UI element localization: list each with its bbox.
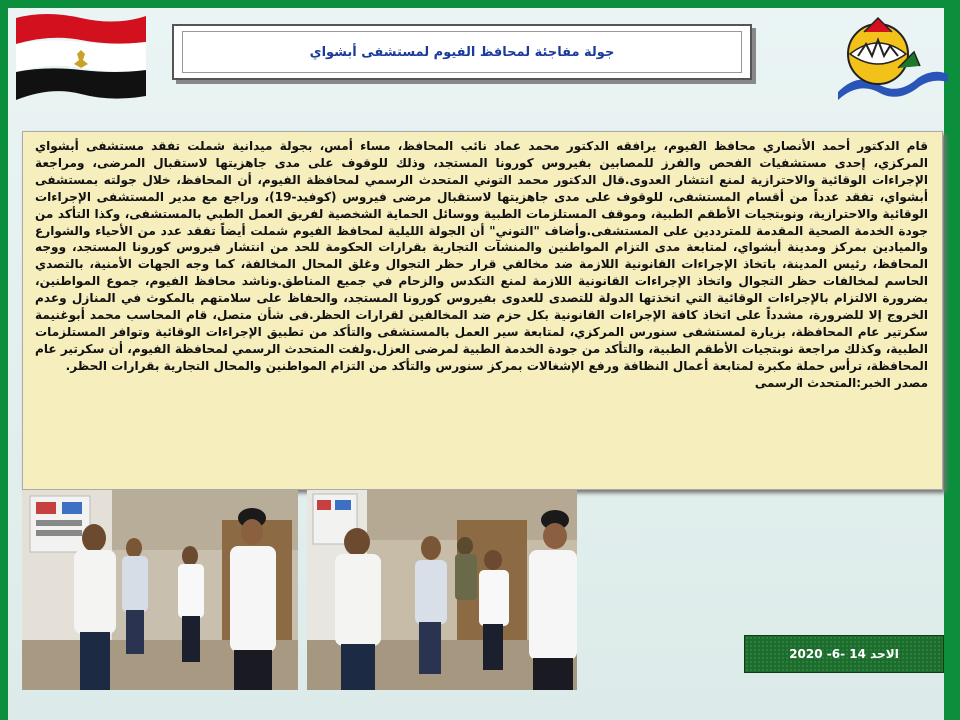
photo-hospital-visit-2: [307, 490, 577, 690]
news-title: جولة مفاجئة لمحافظ الفيوم لمستشفى أبشواي: [309, 44, 615, 60]
egypt-flag-icon: [16, 10, 146, 100]
photo-hospital-visit-1: [22, 490, 298, 690]
left-border: [0, 0, 8, 720]
article-body: قام الدكتور أحمد الأنصاري محافظ الفيوم، يرافقه الدكتور محمد عماد نائب المحافظ، مساء أمس، بجولة ميدانية شملت تفقد مستشفى أبشواي المركزي، إحدى مستشفيات الفحص والفرز للمصابين بفيروس كورونا المستجد، وذلك للوقوف على مدى جاهزيتها لاستقبال المرضى، ومراجعة الإجراءات الوقائية والاحترازية لمنع انتشار العدوى.قال الدكتور محمد التوني المتحدث الرسمي لمحافظة الفيوم، أن المحافظ، خلال جولته بمستشفى أبشواي، تفقد عدداً من أقسام المستشفى، للوقوف على مدى جاهزيتها لاستقبال مرضى فيروس (كوفيد-19)، وراجع مع مدير المستشفى الإجراءات الوقائية والاحترازية، ونوبتجيات الأطقم الطبية، وموقف المستلزمات الطبية ووسائل الحماية الشخصية لفريق العمل الطبي بالمستشفى، وكذا التأكد من جودة الخدمة الصحية المقدمة للمترددين على المستشفى.وأضاف "التوني" أن الجولة الليلية لمحافظ الفيوم شملت أيضاً تفقد عدد من الأحياء والشوارع والميادين بمركز ومدينة أبشواي، لمتابعة مدى التزام المواطنين والمنشآت التجارية بقرارات الحكومة للحد من انتشار فيروس كورونا المستجد، ووجه المحافظ، رئيس المدينة، باتخاذ الإجراءات القانونية اللازمة ضد مخالفي قرار حظر التجوال وغلق المحال المخالفة، كما وجه الجهات الأمنية، بالتصدي الحاسم لمخالفات حظر التجوال واتخاذ الإجراءات القانونية اللازمة لمنع التكدس والزحام في جميع المناطق.وناشد محافظ الفيوم، جموع المواطنين، بضرورة الالتزام بالإجراءات الوقائية التي اتخذتها الدولة للتصدى للعدوى بفيروس كورونا المستجد، والحفاظ على سلامتهم بالمكوث في المنازل وعدم الخروج إلا للضرورة، مشدداً على اتخاذ كافة الإجراءات القانونية بكل حزم ضد المخالفين لقرارات الحظر.فى شأن متصل، قام المحاسب محمد أبوغنيمة سكرتير عام المحافظة، بزيارة لمستشفى سنورس المركزي، لمتابعة سير العمل بالمستشفى والتأكد من تطبيق الإجراءات الوقائية وتوافر المستلزمات الطبية، وكذلك مراجعة نوبتجيات الأطقم الطبية، والتأكد من جودة الخدمة الطبية لمرضى العزل.ولفت المتحدث الرسمي لمحافظة الفيوم، أن سكرتير عام المحافظة، ترأس حملة مكبرة لمتابعة أعمال النظافة ورفع الإشغالات بمركز سنورس والتأكد من التزام المواطنين والمحال التجارية بقرارات الحظر.: [35, 139, 928, 373]
article-box: [22, 131, 943, 490]
right-border: [944, 0, 960, 720]
date-badge: [744, 635, 944, 673]
top-border: [0, 0, 960, 8]
title-inner-frame: [182, 31, 742, 73]
news-date: الاحد 14 -6- 2020: [789, 647, 899, 661]
fayoum-governorate-logo: [838, 12, 948, 104]
title-box: [172, 24, 752, 80]
news-source: مصدر الخبر:المتحدث الرسمى: [754, 375, 928, 390]
